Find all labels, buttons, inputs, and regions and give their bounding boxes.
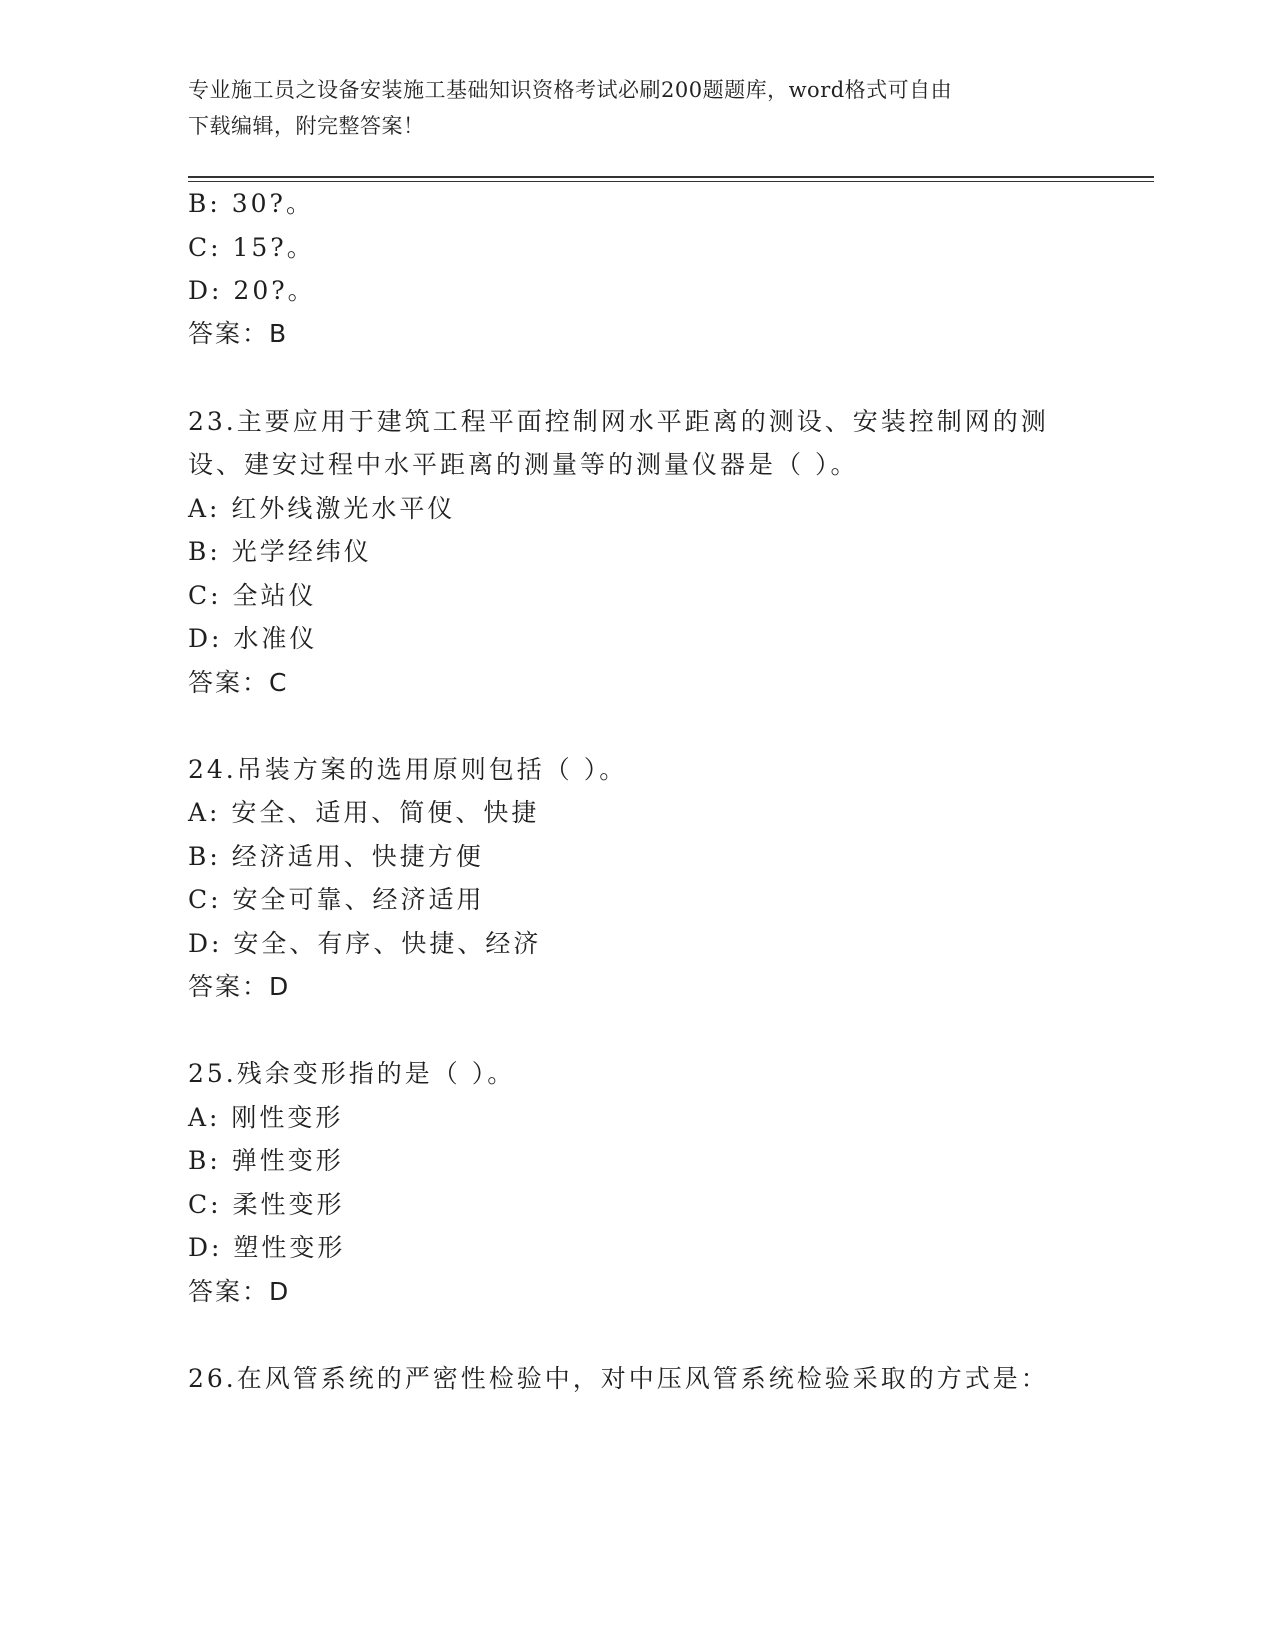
q23-answer: 答案：C [188, 668, 289, 697]
q23-stem-line-1: 23.主要应用于建筑工程平面控制网水平距离的测设、安装控制网的测 [188, 407, 1049, 436]
q26-stem: 26.在风管系统的严密性检验中，对中压风管系统检验采取的方式是： [188, 1364, 1049, 1393]
q25-option-b: B: 弹性变形 [188, 1146, 344, 1175]
q23-option-b: B: 光学经纬仪 [188, 537, 372, 566]
q23-stem-line-2: 设、建安过程中水平距离的测量等的测量仪器是（ ）。 [188, 450, 859, 479]
q22-option-c: C: 15?。 [188, 233, 315, 262]
q23-option-a: A: 红外线激光水平仪 [188, 494, 456, 523]
q25-answer: 答案：D [188, 1277, 291, 1306]
q24-option-c: C: 安全可靠、经济适用 [188, 885, 485, 914]
q23-option-d: D: 水准仪 [188, 624, 318, 653]
q22-option-b: B: 30?。 [188, 189, 314, 218]
header-title-line-2: 下载编辑，附完整答案！ [188, 114, 425, 138]
q24-option-b: B: 经济适用、快捷方便 [188, 842, 484, 871]
q23-option-c: C: 全站仪 [188, 581, 317, 610]
q22-answer: 答案：B [188, 319, 289, 348]
q24-option-a: A: 安全、适用、简便、快捷 [188, 798, 540, 827]
q25-option-d: D: 塑性变形 [188, 1233, 346, 1262]
q24-option-d: D: 安全、有序、快捷、经济 [188, 929, 542, 958]
q25-option-a: A: 刚性变形 [188, 1103, 344, 1132]
header-divider-thin [188, 181, 1154, 182]
header-divider-thick [188, 176, 1154, 178]
q24-answer: 答案：D [188, 972, 291, 1001]
q25-option-c: C: 柔性变形 [188, 1190, 345, 1219]
q24-stem: 24.吊装方案的选用原则包括（ ）。 [188, 755, 628, 784]
q22-option-d: D: 20?。 [188, 276, 316, 305]
q25-stem: 25.残余变形指的是（ ）。 [188, 1059, 516, 1088]
header-title-line-1: 专业施工员之设备安装施工基础知识资格考试必刷200题题库，word格式可自由 [188, 78, 953, 102]
document-header [188, 72, 1088, 144]
